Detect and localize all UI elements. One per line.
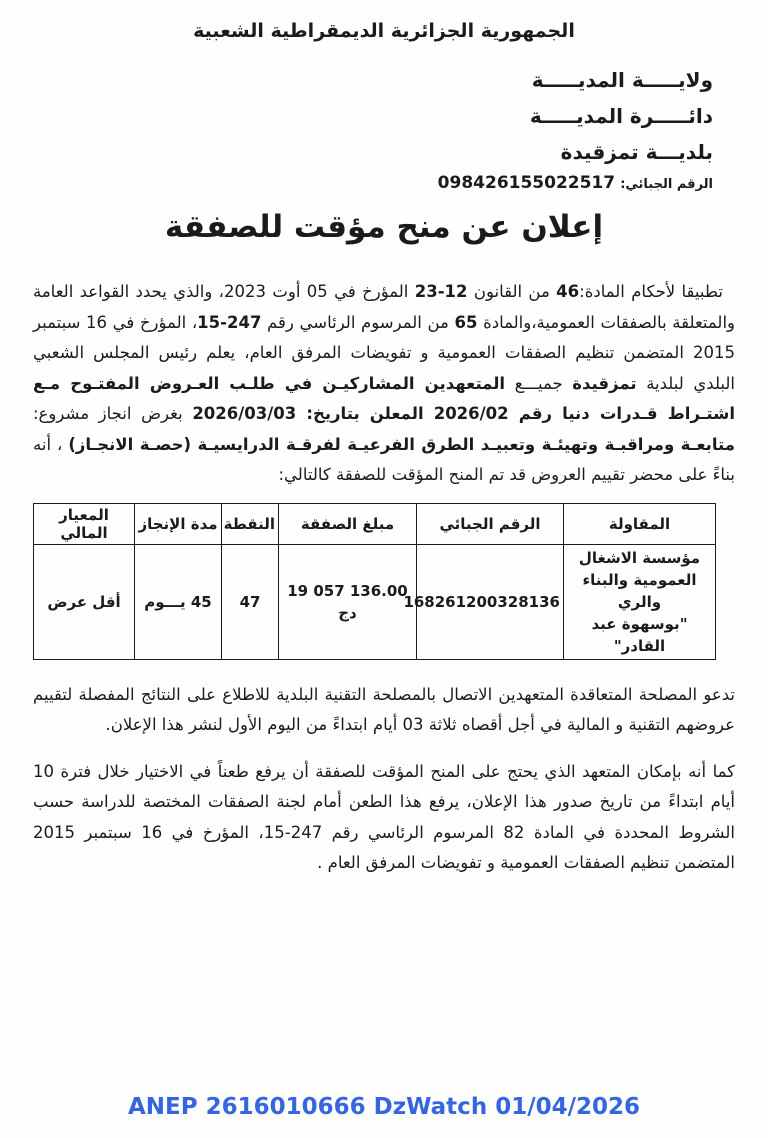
tax-id-line <box>0 173 713 193</box>
text-run: جميـــع <box>505 373 573 393</box>
table-row <box>34 544 716 659</box>
article-number: 46 <box>556 282 580 301</box>
header-amount: مبلغ الصفقة <box>279 503 417 544</box>
page-title: إعلان عن منح مؤقت للصفقة <box>164 209 604 245</box>
cell-amount: 19 057 136.00 دج <box>279 544 417 659</box>
cell-tax-id: 168261200328136 <box>417 544 564 659</box>
cell-criterion: أقل عرض <box>34 544 135 659</box>
contractor-owner: "بوسهوة عبد القادر" <box>591 614 688 655</box>
intro-paragraph <box>33 277 735 491</box>
commune-name: تمزقيدة <box>572 373 637 393</box>
text-run: من المرسوم الرئاسي رقم <box>261 312 455 332</box>
tender-reference: المتعهدين المشاركيـن في طلـب العـروض المفتـوح مـع اشتـراط قـدرات دنيا رقم 2026/02 المعلن بتاريخ: 2026/03/03 <box>33 373 735 423</box>
article-number: 65 <box>454 312 478 332</box>
text-run: تطبيقا لأحكام المادة: <box>579 282 723 301</box>
tax-id-value: 098426155022517 <box>437 173 616 193</box>
header-contractor: المقاولة <box>564 503 716 544</box>
authority-block <box>0 62 713 170</box>
text-run: ، أنه بناءً على محضر تقييم العروض قد تم المنح المؤقت للصفقة كالتالي: <box>33 434 735 484</box>
project-name: متابعـة ومراقبـة وتهيئـة وتعبيـد الطرق الفرعيـة لفرقـة الدرايسيـة (حصـة الانجـاز) <box>68 434 735 454</box>
header-tax-id: الرقم الجبائي <box>417 503 564 544</box>
text-run: المؤرخ في 05 أوت 2023، والذي يحدد القواعد العامة والمتعلقة بالصفقات العمومية،والمادة <box>33 282 736 332</box>
appeal-paragraph: كما أنه بإمكان المتعهد الذي يحتج على المنح المؤقت للصفقة أن يرفع طعناً في الاختيار خلال فترة 10 أيام ابتداءً من تاريخ صدور هذا الإعلان، يرفع هذا الطعن أمام لجنة الصفقات المختصة للدراسة حسب الشروط المحددة في المادة 82 المرسوم الرئاسي رقم 247-15، المؤرخ في 16 سبتمبر 2015 المتضمن تنظيم الصفقات العمومية و تفويضات المرفق العام . <box>33 761 735 872</box>
contractor-name: مؤسسة الاشغال العمومية والبناء والري <box>578 548 701 611</box>
text-run: بغرض انجاز مشروع: <box>33 404 193 423</box>
decree-number: 247-15 <box>197 312 262 332</box>
text-run: ، المؤرخ في 16 سبتمبر 2015 المتضمن تنظيم الصفقات العمومية و تفويضات المرفق العام، يعلم رئيس المجلس الشعبي البلدي لبلدية <box>33 312 735 393</box>
law-number: 12-23 <box>414 282 468 301</box>
cell-contractor <box>564 544 716 659</box>
cell-score: 47 <box>222 544 279 659</box>
results-consultation-paragraph: تدعو المصلحة المتعاقدة المتعهدين الاتصال بالمصلحة التقنية البلدية للاطلاع على النتائج المفصلة لتقييم عروضهم التقنية و المالية في أجل أقصاه ثلاثة 03 أيام ابتداءً من اليوم الأول لنشر هذا الإعلان. <box>33 684 735 734</box>
cell-duration: 45 يـــوم <box>135 544 222 659</box>
republic-title: الجمهورية الجزائرية الديمقراطية الشعبية <box>193 20 575 42</box>
anep-footer: ANEP 2616010666 DzWatch 01/04/2026 <box>127 1094 641 1120</box>
daira-line: دائـــــرة المديـــــة <box>529 104 713 128</box>
header-duration: مدة الإنجاز <box>135 503 222 544</box>
commune-line: بلديـــة تمزقيدة <box>560 140 713 164</box>
tax-id-label: الرقم الجبائي: <box>620 177 713 192</box>
header-score: النقطة <box>222 503 279 544</box>
wilaya-line: ولايـــــة المديـــــة <box>531 68 713 92</box>
table-header-row <box>34 503 716 544</box>
text-run: من القانون <box>467 282 557 301</box>
award-table <box>33 503 716 660</box>
header-criterion: المعيار المالي <box>34 503 135 544</box>
